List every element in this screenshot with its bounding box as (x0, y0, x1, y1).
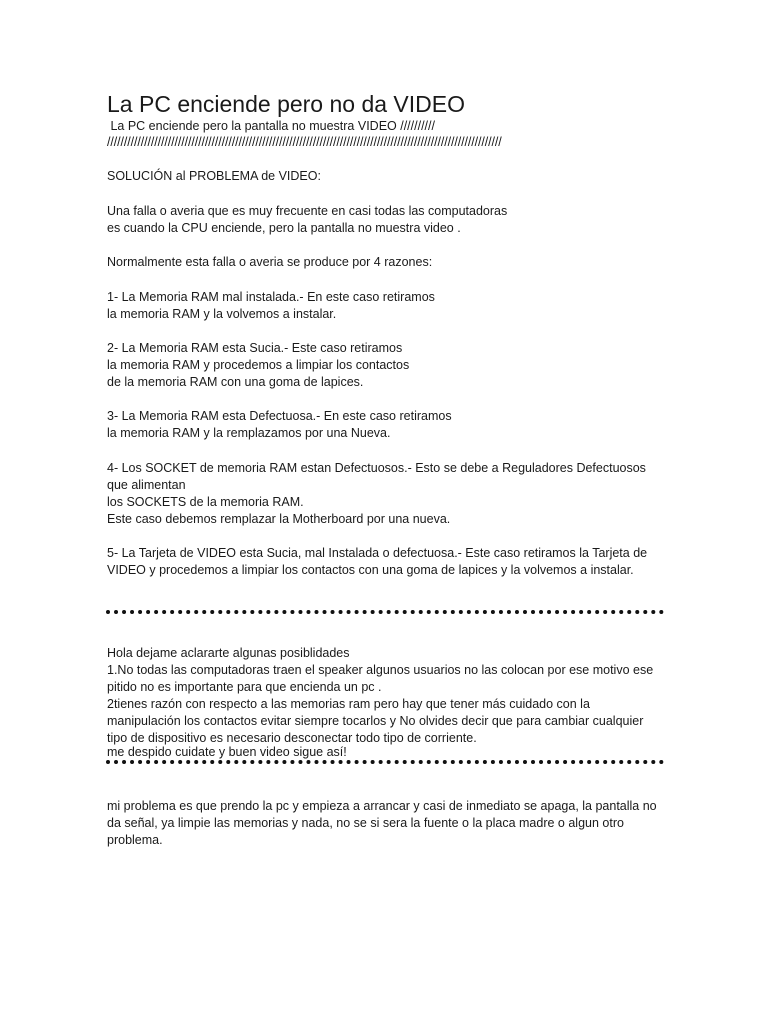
reasons-intro: Normalmente esta falla o averia se produce por 4 razones: (107, 255, 433, 269)
dotted-separator (106, 760, 664, 764)
reason-line: 4- Los SOCKET de memoria RAM estan Defectuosos.- Esto se debe a Reguladores Defectuosos (107, 461, 646, 475)
dotted-separator (106, 610, 664, 614)
reason-line: 5- La Tarjeta de VIDEO esta Sucia, mal Instalada o defectuosa.- Este caso retiramos la Tarjeta de (107, 546, 648, 560)
reply-line: manipulación los contactos evitar siempre tocarlos y No olvides decir que para cambiar cualquier (107, 714, 644, 728)
reply-line: pitido no es importante para que encienda un pc . (107, 680, 382, 694)
reason-line: la memoria RAM y procedemos a limpiar los contactos (107, 358, 410, 372)
reason-line: los SOCKETS de la memoria RAM. (107, 495, 304, 509)
reply-line: 1.No todas las computadoras traen el speaker algunos usuarios no las colocan por ese motivo ese (107, 663, 654, 677)
reply-line: tipo de dispositivo es necesario desconectar todo tipo de corriente. (107, 731, 477, 745)
solution-heading: SOLUCIÓN al PROBLEMA de VIDEO: (107, 169, 321, 183)
reply-line: problema. (107, 833, 163, 847)
reason-line: la memoria RAM y la remplazamos por una Nueva. (107, 426, 391, 440)
intro-line: es cuando la CPU enciende, pero la pantalla no muestra video . (107, 221, 461, 235)
reply-line: mi problema es que prendo la pc y empieza a arrancar y casi de inmediato se apaga, la pantalla no (107, 799, 657, 813)
reply-line: me despido cuidate y buen video sigue así! (107, 745, 347, 759)
reply-line: Hola dejame aclararte algunas posiblidades (107, 646, 350, 660)
reason-line: que alimentan (107, 478, 186, 492)
page-subtitle: La PC enciende pero la pantalla no muestra VIDEO ////////// (107, 119, 435, 133)
reply-line: da señal, ya limpie las memorias y nada, no se si sera la fuente o la placa madre o algun otro (107, 816, 624, 830)
reason-line: de la memoria RAM con una goma de lapices. (107, 375, 364, 389)
reason-line: 3- La Memoria RAM esta Defectuosa.- En este caso retiramos (107, 409, 452, 423)
reply-line: 2tienes razón con respecto a las memorias ram pero hay que tener más cuidado con la (107, 697, 590, 711)
intro-line: Una falla o averia que es muy frecuente en casi todas las computadoras (107, 204, 508, 218)
reason-line: Este caso debemos remplazar la Motherboard por una nueva. (107, 512, 451, 526)
reason-line: 2- La Memoria RAM esta Sucia.- Este caso retiramos (107, 341, 403, 355)
reason-line: la memoria RAM y la volvemos a instalar. (107, 307, 337, 321)
slash-divider-text: ///////////////////////////////////////////////////////////////////////////////////////////////////////////////////// (107, 135, 502, 149)
reason-line: 1- La Memoria RAM mal instalada.- En este caso retiramos (107, 290, 435, 304)
reason-line: VIDEO y procedemos a limpiar los contactos con una goma de lapices y la volvemos a instalar. (107, 563, 634, 577)
page-title: La PC enciende pero no da VIDEO (107, 91, 466, 117)
